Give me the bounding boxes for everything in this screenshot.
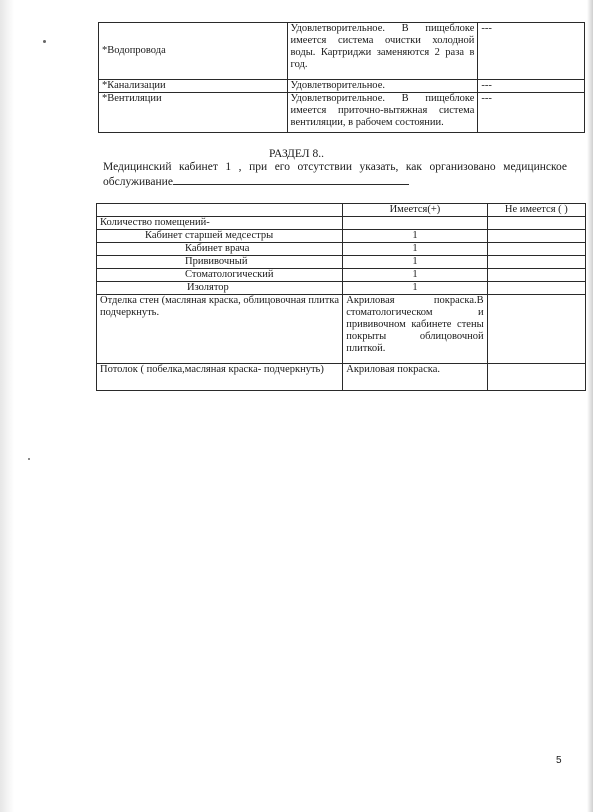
table-row: [97, 243, 586, 256]
table-cell: Изолятор: [97, 282, 343, 295]
header-cell: [97, 204, 343, 217]
table-row: [97, 282, 586, 295]
table-row: [99, 23, 585, 80]
table-row: [97, 364, 586, 391]
table-cell: Стоматологический: [97, 269, 343, 282]
table-cell: Потолок ( побелка,масляная краска- подчеркнуть): [97, 364, 343, 391]
table-cell: Удовлетворительное. В пищеблоке имеется система очистки холодной воды. Картриджи заменяются 2 раза в год.: [287, 23, 478, 80]
medical-office-table: [96, 203, 586, 391]
table-cell: [487, 230, 585, 243]
table-cell: 1: [343, 243, 487, 256]
intro-text: Медицинский кабинет 1 , при его отсутствии указать, как организовано медицинское обслуживание: [103, 161, 567, 188]
table-cell: ---: [478, 23, 585, 80]
fill-in-line: [173, 174, 409, 185]
table-cell: Кабинет старшей медсестры: [97, 230, 343, 243]
table-cell: Кабинет врача: [97, 243, 343, 256]
table-row: [97, 230, 586, 243]
table-cell: *Водопровода: [99, 23, 288, 80]
table-cell: [487, 364, 585, 391]
table-cell: Удовлетворительное. В пищеблоке имеется приточно-вытяжная система вентиляции, в рабочем состоянии.: [287, 93, 478, 133]
header-cell: Имеется(+): [343, 204, 487, 217]
table-cell: Отделка стен (масляная краска, облицовочная плитка подчеркнуть.: [97, 295, 343, 364]
table-row: [97, 217, 586, 230]
table-header-row: [97, 204, 586, 217]
table-cell: *Канализации: [99, 80, 288, 93]
scan-speck: [28, 458, 30, 460]
table-row: [97, 295, 586, 364]
section-title: РАЗДЕЛ 8..: [269, 148, 324, 160]
table-cell: [487, 282, 585, 295]
utilities-table: [98, 22, 585, 133]
scan-shadow: [0, 0, 14, 812]
table-row: [99, 93, 585, 133]
table-cell: [487, 295, 585, 364]
table-cell: 1: [343, 282, 487, 295]
scan-edge: [587, 0, 593, 812]
table-cell: [487, 217, 585, 230]
scan-speck: [43, 40, 46, 43]
table-cell: ---: [478, 93, 585, 133]
table-cell: Акриловая покраска.В стоматологическом и прививочном кабинете стены покрыты облицовочной плиткой.: [343, 295, 487, 364]
table-cell: [487, 269, 585, 282]
table-row: [99, 80, 585, 93]
table-cell: [487, 256, 585, 269]
page-number: 5: [556, 755, 562, 766]
table-cell: Акриловая покраска.: [343, 364, 487, 391]
table-cell: 1: [343, 269, 487, 282]
table-cell: Прививочный: [97, 256, 343, 269]
table-cell: [487, 243, 585, 256]
table-cell: 1: [343, 256, 487, 269]
table-cell: Удовлетворительное.: [287, 80, 478, 93]
header-cell: Не имеется ( ): [487, 204, 585, 217]
table-row: [97, 256, 586, 269]
table-cell: [343, 217, 487, 230]
section-intro: [103, 161, 567, 189]
table-cell: 1: [343, 230, 487, 243]
table-cell: Количество помещений-: [97, 217, 343, 230]
table-cell: *Вентиляции: [99, 93, 288, 133]
table-row: [97, 269, 586, 282]
table-cell: ---: [478, 80, 585, 93]
